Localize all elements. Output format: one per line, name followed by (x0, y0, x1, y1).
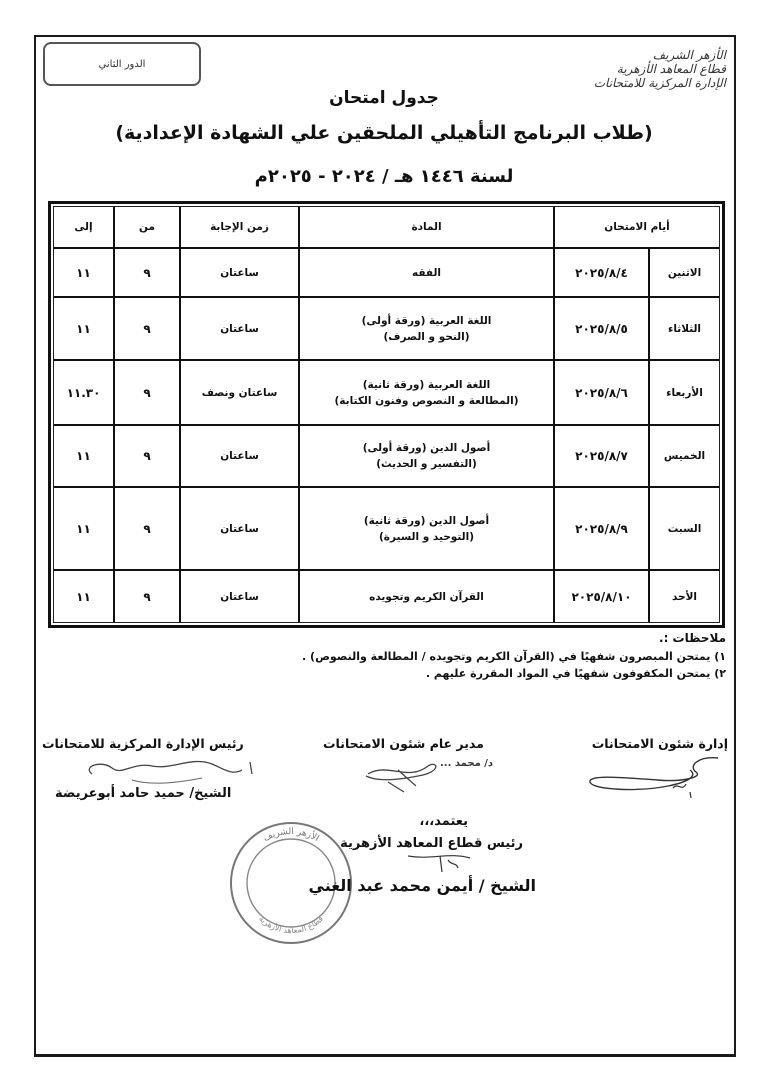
row-3-subject-line1: اللغة العربية (ورقة ثانية) (362, 378, 491, 391)
row-5-subject-line1: أصول الدين (ورقة ثانية) (363, 514, 490, 527)
row-1-subject-text: الفقه (411, 266, 442, 279)
row-6-to: ١١ (54, 571, 115, 622)
stamp-top-text: الأزهر الشريف (261, 826, 321, 845)
header-from: من (115, 207, 181, 249)
row-3-subject-line2: (المطالعة و النصوص وفنون الكتابة) (334, 394, 519, 407)
row-3-subject (300, 361, 555, 426)
org-line-exams-admin: الإدارة المركزية للامتحانات (593, 76, 726, 90)
row-1-date: ٢٠٢٥/٨/٤ (555, 249, 650, 298)
row-1-subject (300, 249, 555, 298)
row-4-duration: ساعتان (181, 426, 300, 488)
signature-scribble-central-admin-head (72, 752, 272, 788)
notes-heading: ملاحظات :. (659, 631, 726, 645)
row-3-to: ١١.٣٠ (54, 361, 115, 426)
org-line-azhar: الأزهر الشريف (652, 48, 726, 62)
row-2-subject-line2: (النحو و الصرف) (383, 330, 470, 343)
header-exam-days: أيام الامتحان (555, 207, 719, 249)
row-4-subject (300, 426, 555, 488)
row-2-to: ١١ (54, 298, 115, 361)
svg-text:قطاع المعاهد الأزهرية (257, 914, 325, 935)
signature-name-central-admin-head: الشيخ/ حميد حامد أبوعريضة (55, 786, 232, 801)
row-4-subject-line2: (التفسير و الحديث) (376, 458, 477, 470)
org-line-sector: قطاع المعاهد الأزهرية (616, 62, 726, 76)
row-4-day: الخميس (650, 426, 719, 488)
signature-title-exams-admin: إدارة شئون الامتحانات (591, 736, 728, 751)
row-6-day: الأحد (671, 590, 698, 603)
row-5-to: ١١ (54, 488, 115, 571)
row-5-duration: ساعتان (181, 488, 300, 571)
row-6-from: ٩ (115, 571, 181, 622)
row-4-date: ٢٠٢٥/٨/٧ (555, 426, 650, 488)
row-5-subject (300, 488, 555, 571)
row-6-date: ٢٠٢٥/٨/١٠ (555, 571, 650, 622)
signature-title-central-admin-head: رئيس الإدارة المركزية للامتحانات (42, 736, 244, 751)
row-5-from: ٩ (115, 488, 181, 571)
approval-title: رئيس قطاع المعاهد الأزهرية (340, 836, 523, 851)
approval-name: الشيخ / أيمن محمد عبد الغني (308, 876, 536, 895)
document-title: جدول امتحان (329, 88, 439, 108)
row-6-duration: ساعتان (181, 571, 300, 622)
row-2-day: الثلاثاء (650, 298, 719, 361)
row-4-to: ١١ (54, 426, 115, 488)
exam-round-badge (43, 42, 201, 86)
row-5-date: ٢٠٢٥/٨/٩ (555, 488, 650, 571)
header-duration: زمن الإجابة (181, 207, 300, 249)
row-1-day: الاثنين (650, 249, 719, 298)
row-3-day: الأربعاء (650, 361, 719, 426)
row-1-duration: ساعتان (181, 249, 300, 298)
row-2-from: ٩ (115, 298, 181, 361)
notes-section (206, 630, 726, 682)
row-3-date: ٢٠٢٥/٨/٦ (555, 361, 650, 426)
organization-header (536, 48, 726, 90)
svg-text:الأزهر الشريف (262, 827, 321, 844)
row-3-duration: ساعتان ونصف (181, 361, 300, 426)
approval-label: يعتمد،،، (419, 814, 468, 829)
signature-scribble-exams-admin (578, 752, 728, 802)
note-item-2: ٢) يمتحن المكفوفون شفهيًا في المواد المقررة عليهم . (425, 667, 726, 680)
signature-scribble-general-manager (358, 752, 448, 797)
row-2-date: ٢٠٢٥/٨/٥ (555, 298, 650, 361)
signature-title-general-manager: مدير عام شئون الامتحانات (323, 736, 484, 751)
signature-prefix-general-manager: د/ محمد ... (440, 758, 494, 769)
stamp-bottom-text: قطاع المعاهد الأزهرية (257, 914, 325, 936)
row-4-from: ٩ (115, 426, 181, 488)
row-4-subject-line1: أصول الدين (ورقة أولى) (362, 442, 491, 454)
row-1-from: ٩ (115, 249, 181, 298)
row-5-subject-line2: (التوحيد و السيرة) (379, 530, 475, 543)
row-3-from: ٩ (115, 361, 181, 426)
header-to: إلى (54, 207, 115, 249)
row-5-day: السبت (650, 488, 719, 571)
exam-round-label: الدور الثاني (98, 58, 146, 70)
row-2-subject (300, 298, 555, 361)
document-subtitle: (طلاب البرنامج التأهيلي الملحقين علي الشهادة الإعدادية) (115, 122, 653, 144)
row-2-duration: ساعتان (181, 298, 300, 361)
exam-schedule-table (48, 201, 725, 628)
approval-signature-scribble (400, 846, 490, 876)
row-1-to: ١١ (54, 249, 115, 298)
row-6-subject-text: القرآن الكريم وتجويده (369, 590, 484, 603)
note-item-1: ١) يمتحن المبصرون شفهيًا في (القرآن الكريم وتجويده / المطالعة والنصوص) . (302, 650, 726, 663)
academic-year: لسنة ١٤٤٦ هـ / ٢٠٢٤ - ٢٠٢٥م (254, 166, 514, 187)
row-2-subject-line1: اللغة العربية (ورقة أولى) (361, 314, 492, 327)
row-6-subject (300, 571, 555, 622)
header-subject: المادة (300, 207, 555, 249)
